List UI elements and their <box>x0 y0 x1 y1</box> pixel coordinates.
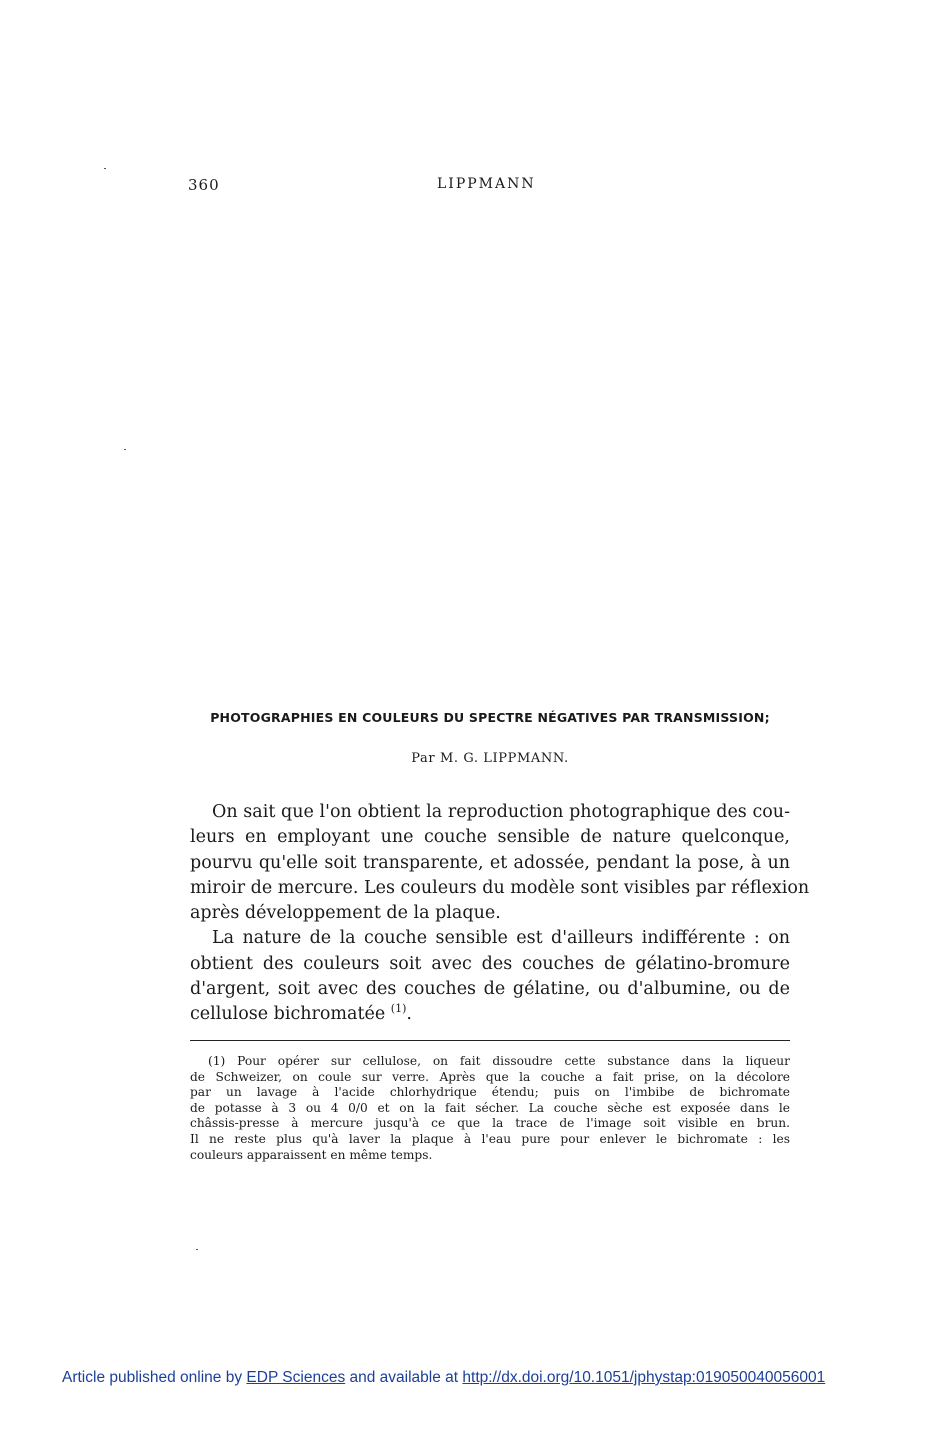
body-line: obtient des couleurs soit avec des couches de gélatino-bromure <box>190 953 790 974</box>
body-line: d'argent, soit avec des couches de gélatine, ou d'albumine, ou de <box>190 979 790 1000</box>
scan-speck <box>104 168 106 169</box>
body-line: miroir de mercure. Les couleurs du modèle sont visibles par réflexion <box>190 877 810 898</box>
body-line: après développement de la plaque. <box>190 903 501 924</box>
footnote-rule <box>190 1040 790 1041</box>
footnote-line: (1) Pour opérer sur cellulose, on fait dissoudre cette substance dans la liqueur <box>208 1054 790 1068</box>
publisher-notice <box>62 1369 825 1387</box>
footnote-line: couleurs apparaissent en même temps. <box>190 1147 433 1162</box>
body-line: leurs en employant une couche sensible de nature quelconque, <box>190 827 790 848</box>
footnote-line: châssis-presse à mercure jusqu'à ce que la trace de l'image soit visible en brun. <box>190 1116 790 1131</box>
footnote-ref[interactable]: (1) <box>390 1002 407 1016</box>
body-line: On sait que l'on obtient la reproduction photographique des cou- <box>212 802 790 822</box>
footnote <box>190 1054 790 1163</box>
notice-middle: and available at <box>349 1369 459 1386</box>
footnote-line: Il ne reste plus qu'à laver la plaque à l'eau pure pour enlever le bichromate : les <box>190 1131 790 1146</box>
running-head: LIPPMANN <box>437 176 536 192</box>
body-line: La nature de la couche sensible est d'ailleurs indifférente : on <box>212 928 790 949</box>
notice-prefix: Article published online by <box>62 1369 243 1386</box>
publisher-link[interactable]: EDP Sciences <box>246 1369 346 1386</box>
body-line: pourvu qu'elle soit transparente, et adossée, pendant la pose, à un <box>190 852 790 873</box>
byline: Par M. G. LIPPMANN. <box>411 751 569 766</box>
page-number: 360 <box>188 176 220 194</box>
body-line-final <box>190 1002 790 1027</box>
closing-punctuation: . <box>406 1004 412 1025</box>
footnote-line: par un lavage à l'acide chlorhydrique étendu; puis on l'imbibe de bichromate <box>190 1085 790 1100</box>
scan-speck <box>196 1249 198 1250</box>
scan-speck <box>124 449 126 450</box>
footnote-line: de potasse à 3 ou 4 0/0 et on la fait sécher. La couche sèche est exposée dans le <box>190 1100 790 1115</box>
article-title: PHOTOGRAPHIES EN COULEURS DU SPECTRE NÉGATIVES PAR TRANSMISSION; <box>210 710 770 725</box>
footnote-line: de Schweizer, on coule sur verre. Après que la couche a fait prise, on la décolore <box>190 1069 790 1084</box>
doi-link[interactable]: http://dx.doi.org/10.1051/jphystap:019050040056001 <box>462 1369 826 1386</box>
body-line: cellulose bichromatée <box>190 1004 386 1025</box>
article-body <box>190 800 810 1028</box>
